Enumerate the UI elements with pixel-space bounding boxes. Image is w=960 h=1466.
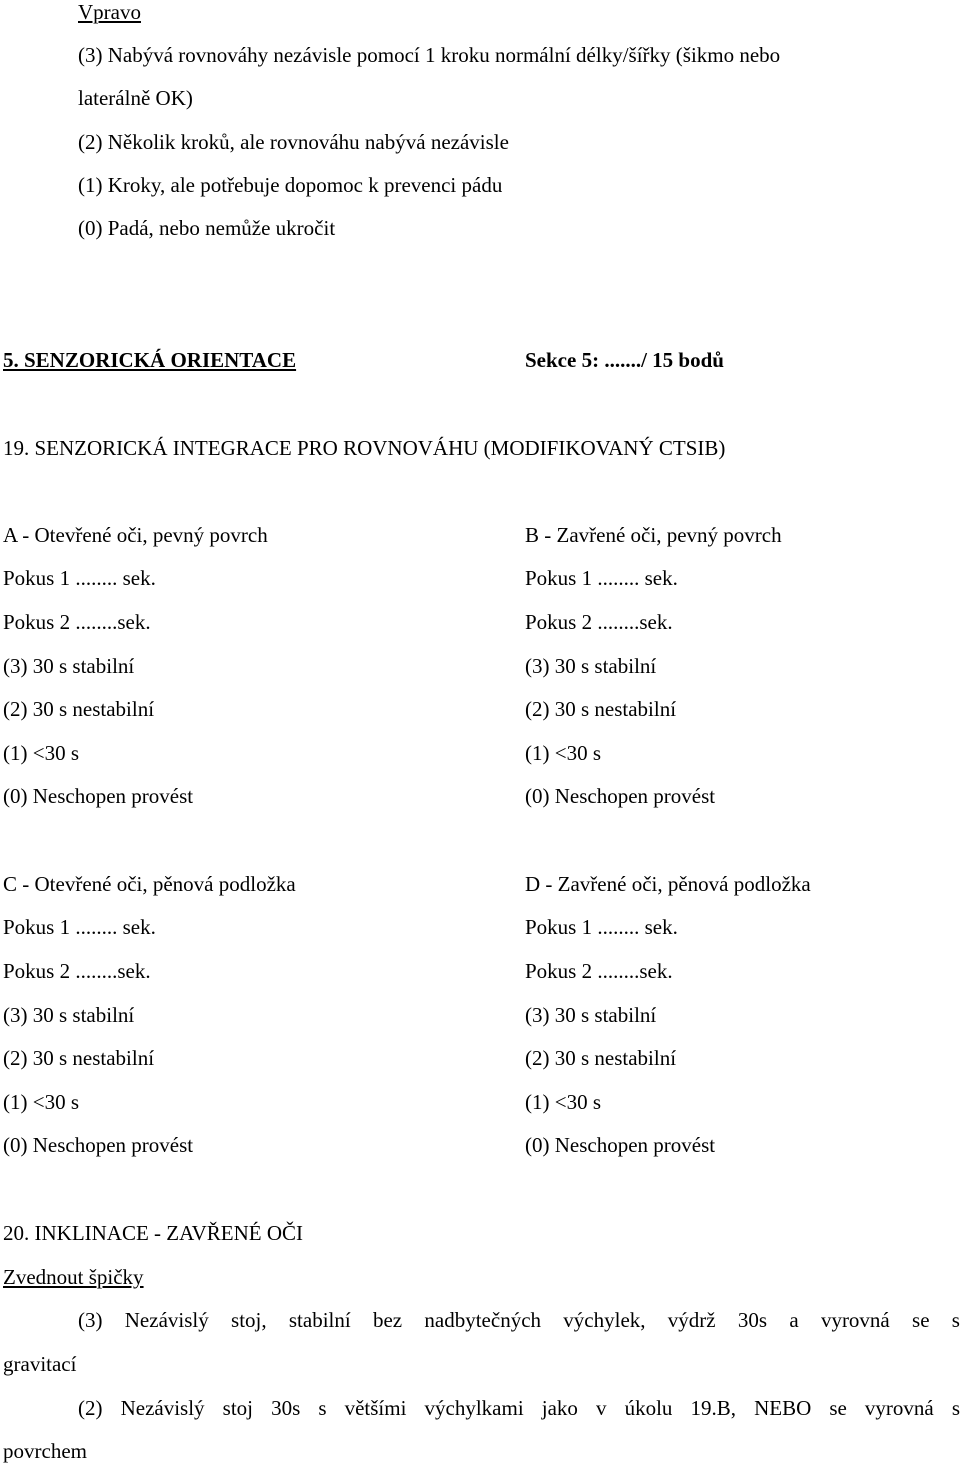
condition-c-option-1: (1) <30 s	[3, 1090, 80, 1114]
item-20-option-3-word: stabilní	[288, 1308, 351, 1332]
item-20-option-3-word: Nezávislý	[124, 1308, 209, 1332]
condition-d-trial-2: Pokus 2 ........sek.	[525, 959, 673, 983]
item-20-option-2-word: jako	[541, 1396, 578, 1420]
item-20-option-2-line1	[78, 1396, 960, 1420]
item-20-option-2-word: stoj	[222, 1396, 253, 1420]
condition-c-option-3: (3) 30 s stabilní	[3, 1003, 135, 1027]
section-5-score: Sekce 5: ......./ 15 bodů	[525, 348, 724, 372]
condition-d-option-3: (3) 30 s stabilní	[525, 1003, 657, 1027]
condition-c-trial-2: Pokus 2 ........sek.	[3, 959, 151, 983]
item-20-option-2-word: s	[951, 1396, 960, 1420]
condition-b-trial-1: Pokus 1 ........ sek.	[525, 566, 678, 590]
item-20-option-2-word: většími	[344, 1396, 407, 1420]
vpravo-option-0: (0) Padá, nebo nemůže ukročit	[78, 216, 336, 240]
item-19-title: 19. SENZORICKÁ INTEGRACE PRO ROVNOVÁHU (MODIFIKOVANÝ CTSIB)	[3, 436, 726, 460]
item-20-option-3-word: s	[951, 1308, 960, 1332]
condition-a-option-0: (0) Neschopen provést	[3, 784, 194, 808]
item-20-option-3-word: nadbytečných	[424, 1308, 542, 1332]
item-20-option-3-word: výdrž	[667, 1308, 716, 1332]
condition-c-option-2: (2) 30 s nestabilní	[3, 1046, 155, 1070]
condition-a-trial-2: Pokus 2 ........sek.	[3, 610, 151, 634]
item-20-option-2-word: 19.B,	[690, 1396, 736, 1420]
item-20-option-3-word: výchylek,	[563, 1308, 646, 1332]
item-20-option-3-word: 30s	[737, 1308, 768, 1332]
item-20-option-2-word: se	[829, 1396, 847, 1420]
condition-c-trial-1: Pokus 1 ........ sek.	[3, 915, 156, 939]
condition-a-option-3: (3) 30 s stabilní	[3, 654, 135, 678]
item-20-option-3-word: bez	[372, 1308, 403, 1332]
condition-b-option-2: (2) 30 s nestabilní	[525, 697, 677, 721]
item-20-option-3-word: se	[912, 1308, 930, 1332]
item-20-option-3-word: vyrovná	[820, 1308, 890, 1332]
item-20-option-3-word: a	[789, 1308, 799, 1332]
vpravo-option-1: (1) Kroky, ale potřebuje dopomoc k prevenci pádu	[78, 173, 503, 197]
section-5-title: 5. SENZORICKÁ ORIENTACE	[3, 348, 297, 372]
condition-c-option-0: (0) Neschopen provést	[3, 1133, 194, 1157]
item-20-option-2-word: 30s	[271, 1396, 301, 1420]
condition-d-trial-1: Pokus 1 ........ sek.	[525, 915, 678, 939]
item-20-option-2-word: (2)	[78, 1396, 103, 1420]
condition-a-option-1: (1) <30 s	[3, 741, 80, 765]
condition-b-option-0: (0) Neschopen provést	[525, 784, 716, 808]
item-20-option-3-line2: gravitací	[3, 1352, 77, 1376]
condition-d-option-1: (1) <30 s	[525, 1090, 602, 1114]
vpravo-option-3-line2: laterálně OK)	[78, 86, 193, 110]
item-20-option-2-word: v	[595, 1396, 607, 1420]
condition-a-option-2: (2) 30 s nestabilní	[3, 697, 155, 721]
vpravo-heading: Vpravo	[78, 0, 141, 24]
condition-b-option-3: (3) 30 s stabilní	[525, 654, 657, 678]
condition-a-title: A - Otevřené oči, pevný povrch	[3, 523, 268, 547]
item-20-option-2-word: výchylkami	[424, 1396, 524, 1420]
condition-a-trial-1: Pokus 1 ........ sek.	[3, 566, 156, 590]
item-20-option-2-word: NEBO	[754, 1396, 812, 1420]
item-20-option-3-line1	[78, 1308, 960, 1332]
condition-b-title: B - Zavřené oči, pevný povrch	[525, 523, 782, 547]
item-20-option-3-word: (3)	[78, 1308, 103, 1332]
item-20-option-2-line2: povrchem	[3, 1439, 87, 1463]
item-20-option-2-word: vyrovná	[864, 1396, 934, 1420]
item-20-option-2-word: Nezávislý	[120, 1396, 205, 1420]
item-20-subheading: Zvednout špičky	[3, 1265, 144, 1289]
condition-c-title: C - Otevřené oči, pěnová podložka	[3, 872, 296, 896]
item-20-title: 20. INKLINACE - ZAVŘENÉ OČI	[3, 1221, 303, 1245]
item-20-option-3-word: stoj,	[231, 1308, 267, 1332]
condition-b-trial-2: Pokus 2 ........sek.	[525, 610, 673, 634]
vpravo-option-3-line1: (3) Nabývá rovnováhy nezávisle pomocí 1 kroku normální délky/šířky (šikmo nebo	[78, 43, 781, 67]
item-20-option-2-word: úkolu	[624, 1396, 673, 1420]
condition-d-option-0: (0) Neschopen provést	[525, 1133, 716, 1157]
item-20-option-2-word: s	[318, 1396, 327, 1420]
condition-b-option-1: (1) <30 s	[525, 741, 602, 765]
condition-d-title: D - Zavřené oči, pěnová podložka	[525, 872, 811, 896]
condition-d-option-2: (2) 30 s nestabilní	[525, 1046, 677, 1070]
vpravo-option-2: (2) Několik kroků, ale rovnováhu nabývá nezávisle	[78, 130, 509, 154]
